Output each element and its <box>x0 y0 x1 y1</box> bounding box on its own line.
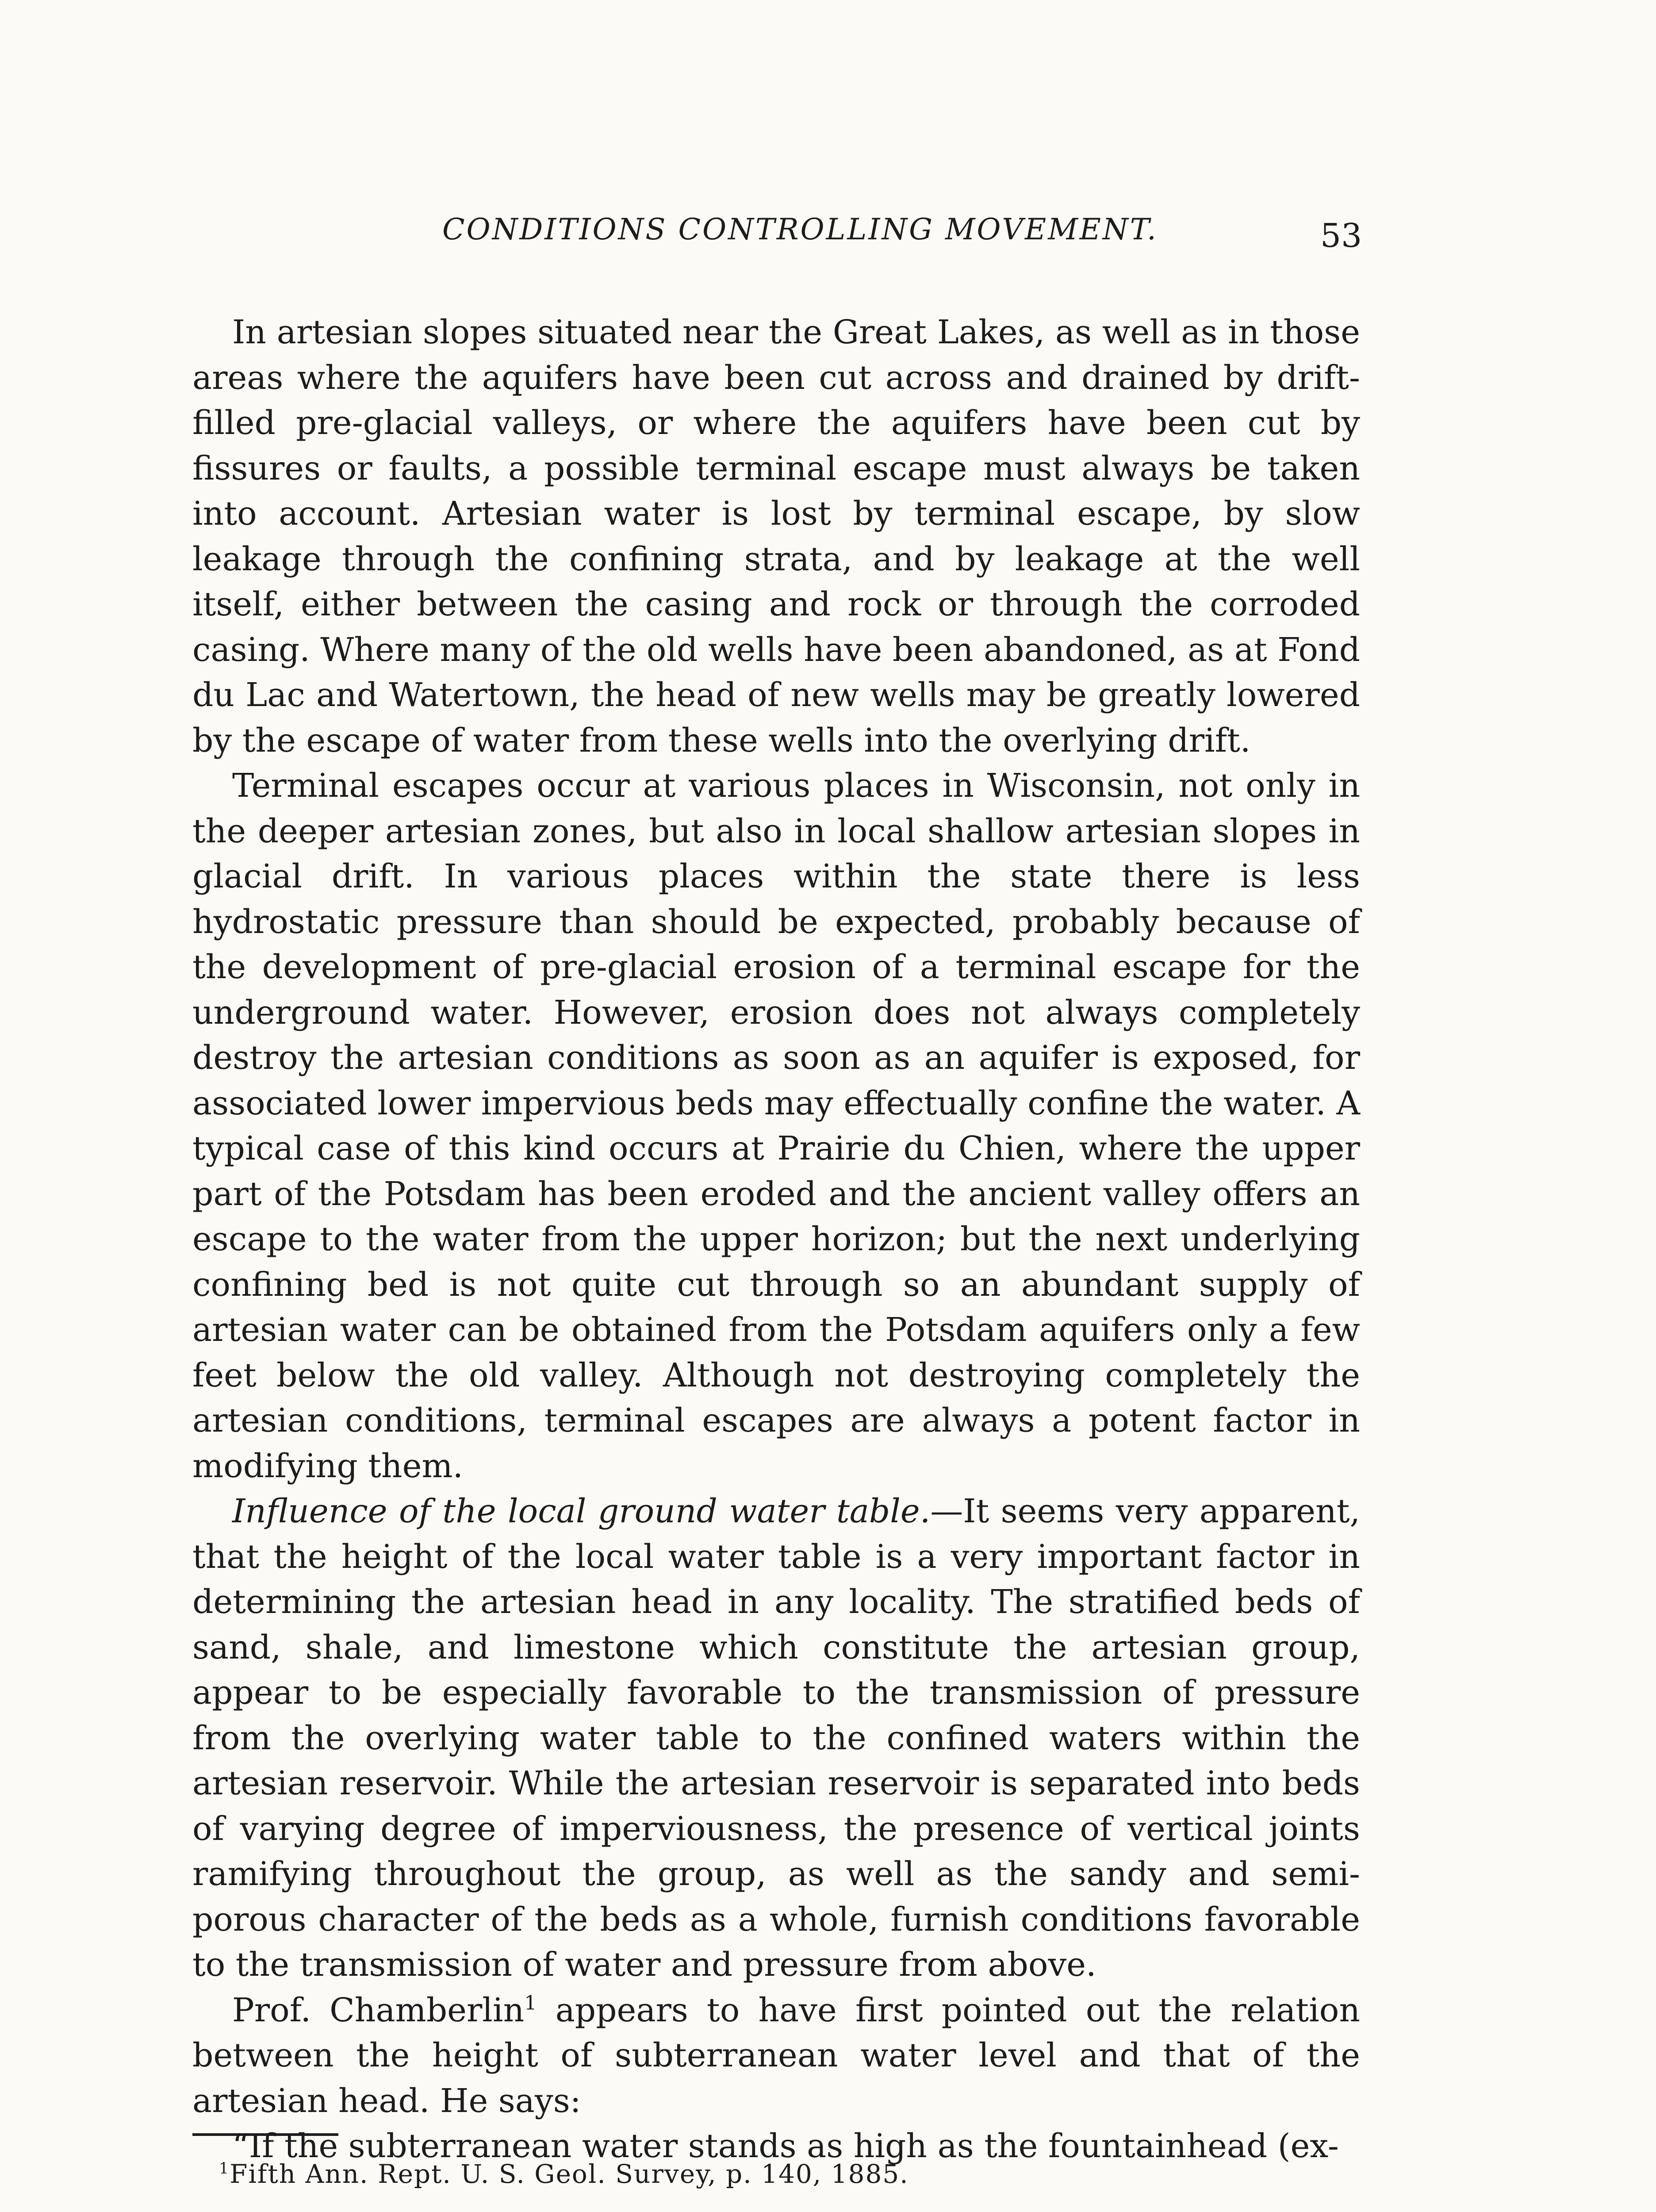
body-text <box>192 310 1360 2169</box>
paragraph-wisconsin-escapes: Terminal escapes occur at various places in Wisconsin, not only in the deeper artesian zones, but also in local shallow artesian slopes in glacial drift. In various places within the state there is less hydrostatic pressure than should be expected, probably because of the development of pre-glacial erosion of a terminal escape for the underground water. However, erosion does not always completely destroy the artesian conditions as soon as an aquifer is exposed, for associated lower impervious beds may effectually confine the water. A typical case of this kind occurs at Prairie du Chien, where the upper part of the Potsdam has been eroded and the ancient valley offers an escape to the water from the upper horizon; but the next underlying confining bed is not quite cut through so an abundant supply of artesian water can be obtained from the Potsdam aquifers only a few feet below the old valley. Although not destroying completely the artesian conditions, terminal escapes are always a potent factor in modifying them. <box>192 767 1360 1485</box>
paragraph-terminal-escape: In artesian slopes situated near the Great Lakes, as well as in those areas where the aquifers have been cut across and drained by drift-filled pre-glacial valleys, or where the aquifers have been cut by fissures or faults, a possible terminal escape must always be taken into account. Artesian water is lost by terminal escape, by slow leakage through the confining strata, and by leakage at the well itself, either between the casing and rock or through the corroded casing. Where many of the old wells have been abandoned, as at Fond du Lac and Watertown, the head of new wells may be greatly lowered by the escape of water from these wells into the overlying drift. <box>192 313 1360 760</box>
footnote-reference: 1 <box>524 1991 537 2014</box>
footnote <box>219 2159 909 2189</box>
paragraph-chamberlin <box>192 1988 1360 2124</box>
running-head: CONDITIONS CONTROLLING MOVEMENT. <box>442 212 1158 246</box>
paragraph-ground-water-table <box>192 1489 1360 1988</box>
paragraph-text-before: Prof. Chamberlin <box>232 1991 525 2029</box>
section-heading: Influence of the local ground water table. <box>232 1492 931 1530</box>
footnote-marker: 1 <box>219 2160 230 2178</box>
paragraph-text: —It seems very apparent, that the height of the local water table is a very important factor in determining the artesian head in any locality. The stratified beds of sand, shale, and limestone which constitute the artesian group, appear to be especially favorable to the transmission of pressure from the overlying water table to the confined waters within the artesian reservoir. While the artesian reservoir is separated into beds of varying degree of imperviousness, the presence of vertical joints ramifying throughout the group, as well as the sandy and semi-porous character of the beds as a whole, furnish conditions favorable to the transmission of water and pressure from above. <box>192 1492 1360 1984</box>
paragraph-quote: “If the subterranean water stands as high as the fountainhead (ex- <box>232 2127 1339 2165</box>
footnote-text: Fifth Ann. Rept. U. S. Geol. Survey, p. 140, 1885. <box>230 2159 909 2189</box>
page-number: 53 <box>1320 217 1362 255</box>
footnote-rule <box>192 2133 338 2136</box>
paragraph-text-after: appears to have first pointed out the relation between the height of subterranean water level and that of the artesian head. He says: <box>192 1991 1360 2120</box>
